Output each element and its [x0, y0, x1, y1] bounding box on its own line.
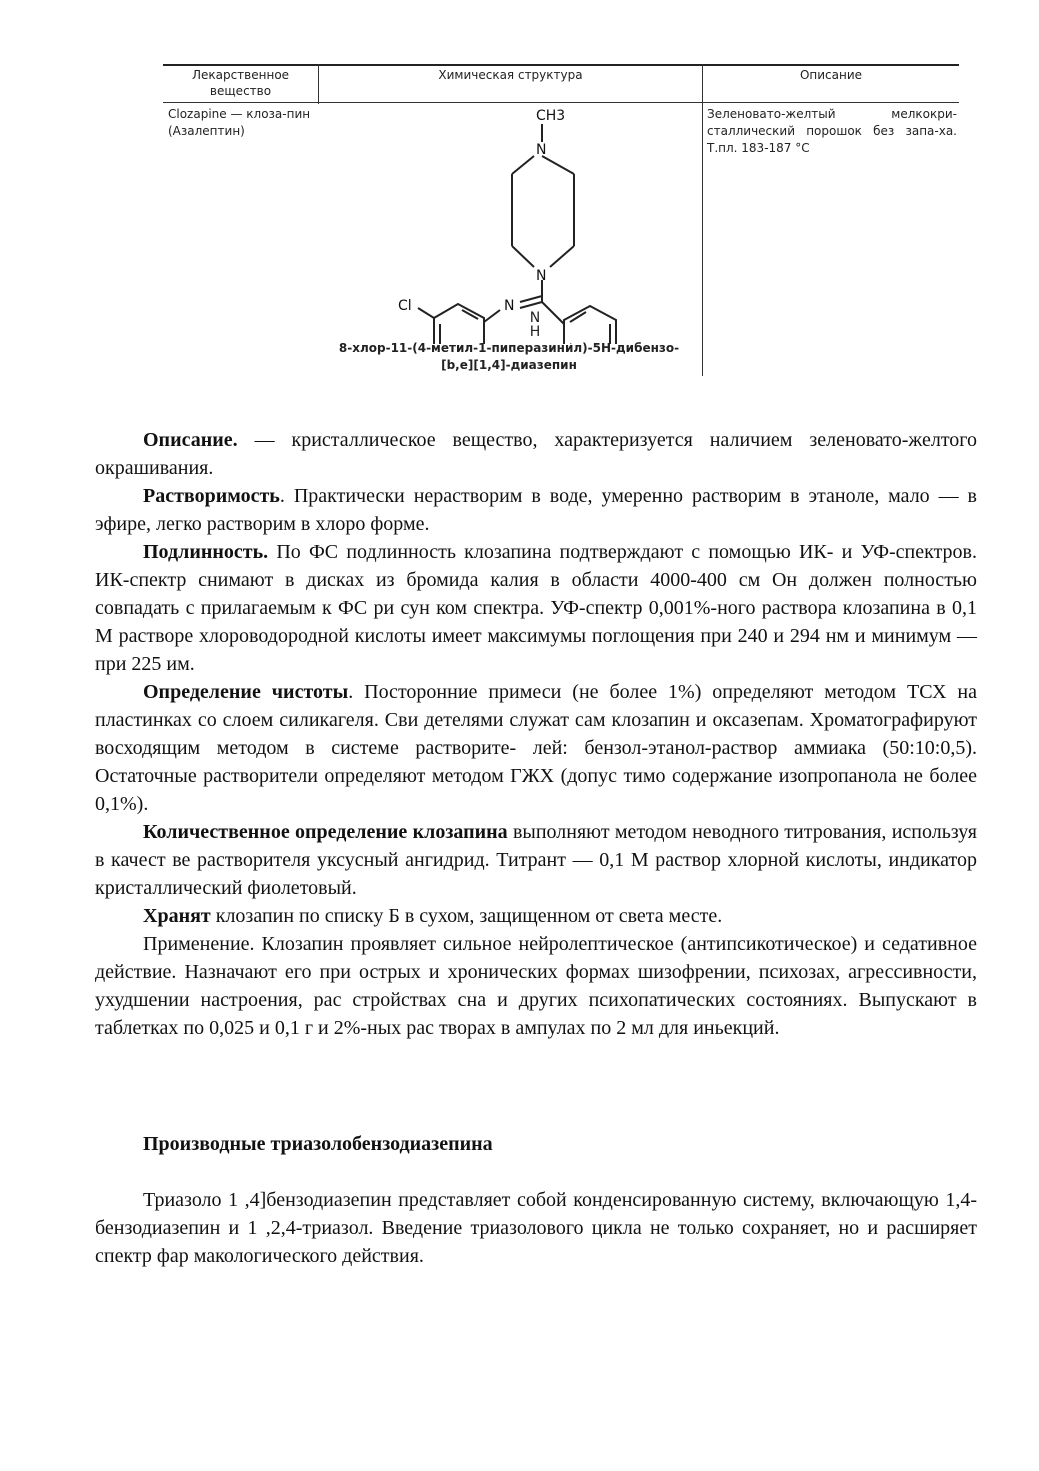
label-nh [526, 311, 544, 339]
table-column-divider [702, 64, 703, 376]
section-heading: Производные триазолобензодиазепина [143, 1133, 493, 1155]
header-description: Описание [799, 68, 863, 82]
bond [520, 302, 542, 308]
paragraph-label: Растворимость [143, 485, 280, 507]
paragraph-storage [95, 902, 977, 930]
bond [512, 156, 534, 174]
bond [484, 310, 500, 322]
bond [520, 296, 542, 302]
bond [512, 246, 534, 267]
iupac-name: 8-хлор-11-(4-метил-1-пиперазинил)-5Н-дибензо-[b,e][1,4]-диазепин [338, 341, 680, 372]
header-structure: Химическая структура [438, 68, 583, 82]
paragraph-text: По ФС подлинность клозапина подтверждают с помощью ИК- и УФ-спектров. ИК-спектр снимают в дисках из бромида калия в области 4000-400 см Он должен полностью совпадать с прилагаемым к ФС ри сун ком спектра. УФ-спектр 0,001%-ного раствора клозапина в 0,1 М растворе хлороводородной кислоты имеет максимумы поглощения при 240 и 294 нм и минимум — при 225 им. [95, 541, 977, 675]
paragraph-assay [95, 818, 977, 902]
paragraph-identity [95, 538, 977, 678]
paragraph-text: выполняют методом неводного титрования, используя в качест ве растворителя уксусный ангидрид. Титрант — 0,1 М раствор хлорной кислоты, индикатор кристаллический фиолетовый. [95, 821, 977, 899]
section-body [95, 1186, 977, 1270]
bond [542, 156, 574, 174]
bond [550, 246, 574, 267]
paragraph-text: Применение. Клозапин проявляет сильное нейролептическое (антипсикотическое) и седативное действие. Назначают его при острых и хронических формах шизофрении, психозах, агрессивности, ухудшении настроения, рас стройствах сна и других психопатических состояниях. Выпускают в таблетках по 0,025 и 0,1 г и 2%-ных рас творах в ампулах по 2 мл для иньекций. [95, 933, 977, 1039]
header-drug: Лекарственное вещество [191, 68, 290, 98]
bond [542, 302, 564, 324]
bond [418, 308, 434, 318]
table-top-rule [163, 64, 959, 66]
paragraph-label: Определение чистоты [143, 681, 349, 703]
drug-table [163, 64, 959, 376]
right-benzene-ring [564, 306, 616, 344]
paragraph-text: . Посторонние примеси (не более 1%) определяют методом ТСХ на пластинках со слоем силикагеля. Сви детелями служат сам клозапин и оксазепам. Хроматографируют восходящим методом в системе растворите- лей: бензол-этанол-раствор аммиака (50:10:0,5). Остаточные растворители определяют методом ГЖХ (допус тимо содержание изопропанола не более 0,1%). [95, 681, 978, 815]
clozapine-structure-diagram [378, 104, 638, 344]
paragraph-text: клозапин по списку Б в сухом, защищенном от света месте. [210, 905, 723, 927]
paragraph-label: Количественное определение клозапина [143, 821, 508, 843]
drug-description: Зеленовато-желтый мелкокри-сталлический порошок без запа-ха. Т.пл. 183-187 °С [707, 107, 957, 155]
paragraph-label: Хранят [143, 905, 211, 927]
label-nh-h: H [529, 324, 541, 340]
label-ch3: CH3 [536, 108, 566, 124]
drug-name: Clozapine — клоза-пин (Азалептин) [168, 107, 311, 138]
paragraph-text: . Практически нерастворим в воде, умеренно растворим в этаноле, мало — в эфире, легко растворим в хлоро форме. [95, 485, 977, 535]
label-n-bottom: N [536, 268, 547, 284]
label-n-top: N [536, 142, 547, 158]
paragraph-solubility [95, 482, 977, 538]
label-n-ring: N [504, 298, 515, 314]
paragraph-label: Описание. [143, 429, 238, 451]
paragraph-text: — кристаллическое вещество, характеризуется наличием зеленовато-желтого окрашивания. [95, 429, 977, 479]
paragraph-label: Подлинность. [143, 541, 269, 563]
paragraph-purity [95, 678, 977, 818]
table-header-rule [163, 102, 959, 103]
monograph-body [95, 426, 977, 1042]
label-cl: Cl [398, 298, 412, 314]
left-benzene-ring [434, 304, 484, 344]
section-paragraph: Триазоло 1 ,4]бензодиазепин представляет собой конденсированную систему, включающую 1,4- бензодиазепин и 1 ,2,4-триазол. Введение триазолового цикла не только сохраняет, но и расширяет спектр фар макологического действия. [95, 1189, 977, 1267]
paragraph-application [95, 930, 977, 1042]
paragraph-description [95, 426, 977, 482]
label-nh-n: N [529, 310, 541, 326]
